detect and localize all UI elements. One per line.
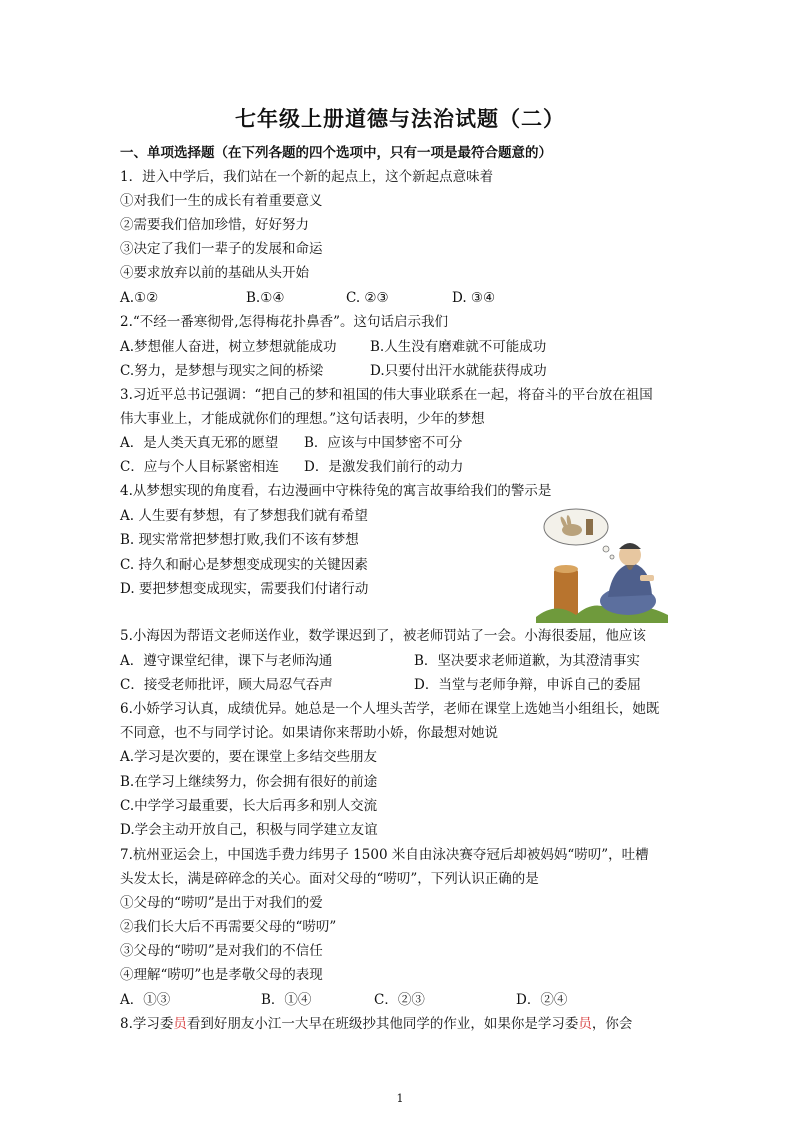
q7-stem: 7.杭州亚运会上，中国选手费力纬男子 1500 米自由泳决赛夺冠后却被妈妈“唠叨”，吐槽 — [120, 847, 649, 863]
q7-item: ④理解“唠叨”也是孝敬父母的表现 — [120, 967, 323, 983]
q2-option-c: C.努力，是梦想与现实之间的桥梁 — [120, 363, 324, 379]
q1-item: ④要求放弃以前的基础从头开始 — [120, 265, 309, 281]
q3-option-b: B．应该与中国梦密不可分 — [304, 435, 463, 451]
q4-stem: 4.从梦想实现的角度看，右边漫画中守株待兔的寓言故事给我们的警示是 — [120, 483, 552, 499]
q3-option-a: A．是人类天真无邪的愿望 — [120, 435, 279, 451]
q3-option-d: D．是激发我们前行的动力 — [304, 459, 464, 475]
q6-option-a: A.学习是次要的，要在课堂上多结交些朋友 — [120, 749, 378, 765]
q2-option-b: B.人生没有磨难就不可能成功 — [370, 339, 547, 355]
q1-stem: 1．进入中学后，我们站在一个新的起点上，这个新起点意味着 — [120, 169, 494, 185]
q7-option-a: A．①③ — [120, 992, 171, 1008]
q1-item: ②需要我们倍加珍惜，好好努力 — [120, 217, 309, 233]
q7-item: ①父母的“唠叨”是出于对我们的爱 — [120, 895, 323, 911]
q2-option-a: A.梦想催人奋进，树立梦想就能成功 — [120, 339, 337, 355]
q8-stem — [120, 1014, 632, 1034]
q7-option-d: D．②④ — [516, 992, 568, 1008]
q3-option-c: C．应与个人目标紧密相连 — [120, 459, 279, 475]
q7-item: ②我们长大后不再需要父母的“唠叨” — [120, 919, 337, 935]
q6-stem: 6.小娇学习认真，成绩优异。她总是一个人埋头苦学，老师在课堂上选她当小组组长，她既 — [120, 701, 660, 717]
q1-option-c: C. ②③ — [346, 290, 389, 306]
q2-option-d: D.只要付出汗水就能获得成功 — [370, 363, 547, 379]
q1-item: ①对我们一生的成长有着重要意义 — [120, 193, 323, 209]
q3-stem: 3.习近平总书记强调：“把自己的梦和祖国的伟大事业联系在一起，将奋斗的平台放在祖国 — [120, 387, 653, 403]
q5-stem: 5.小海因为帮语文老师送作业，数学课迟到了，被老师罚站了一会。小海很委屈，他应该 — [120, 628, 646, 644]
q1-option-a: A.①② — [120, 290, 159, 306]
q5-option-b: B．坚决要求老师道歉，为其澄清事实 — [414, 653, 640, 669]
q1-option-b: B.①④ — [246, 290, 285, 306]
page-number: 1 — [396, 1092, 404, 1105]
q8-highlight: 员 — [578, 1016, 592, 1032]
q8-highlight: 员 — [173, 1016, 187, 1032]
q8-text: ，你会 — [591, 1016, 633, 1032]
q1-option-d: D. ③④ — [452, 290, 496, 306]
q6-option-d: D.学会主动开放自己，积极与同学建立友谊 — [120, 822, 378, 838]
cartoon-illustration — [536, 505, 668, 623]
q7-stem: 头发太长，满是碎碎念的关心。面对父母的“唠叨”，下列认识正确的是 — [120, 871, 539, 887]
q4-option-a: A. 人生要有梦想，有了梦想我们就有希望 — [120, 508, 368, 524]
q6-option-c: C.中学学习最重要，长大后再多和别人交流 — [120, 798, 378, 814]
q4-option-c: C. 持久和耐心是梦想变成现实的关键因素 — [120, 557, 368, 573]
q1-item: ③决定了我们一辈子的发展和命运 — [120, 241, 323, 257]
q4-option-d: D. 要把梦想变成现实，需要我们付诸行动 — [120, 581, 369, 597]
q6-stem: 不同意，也不与同学讨论。如果请你来帮助小娇，你最想对她说 — [120, 725, 498, 741]
q6-option-b: B.在学习上继续努力，你会拥有很好的前途 — [120, 774, 378, 790]
q5-option-c: C．接受老师批评，顾大局忍气吞声 — [120, 677, 333, 693]
page-title: 七年级上册道德与法治试题（二） — [235, 106, 565, 131]
q8-text: 看到好朋友小江一大早在班级抄其他同学的作业，如果你是学习委 — [186, 1016, 579, 1032]
q5-option-a: A．遵守课堂纪律，课下与老师沟通 — [120, 653, 333, 669]
q4-option-b: B. 现实常常把梦想打败,我们不该有梦想 — [120, 532, 359, 548]
q8-text: 8.学习委 — [120, 1016, 174, 1032]
q7-item: ③父母的“唠叨”是对我们的不信任 — [120, 943, 323, 959]
section-heading: 一、单项选择题（在下列各题的四个选项中，只有一项是最符合题意的） — [120, 145, 552, 161]
q3-stem: 伟大事业上，才能成就你们的理想。”这句话表明，少年的梦想 — [120, 411, 485, 427]
q7-option-b: B．①④ — [261, 992, 312, 1008]
q5-option-d: D．当堂与老师争辩，申诉自己的委屈 — [414, 677, 641, 693]
q7-option-c: C．②③ — [374, 992, 425, 1008]
q2-stem: 2.“不经一番寒彻骨,怎得梅花扑鼻香”。这句话启示我们 — [120, 314, 448, 330]
